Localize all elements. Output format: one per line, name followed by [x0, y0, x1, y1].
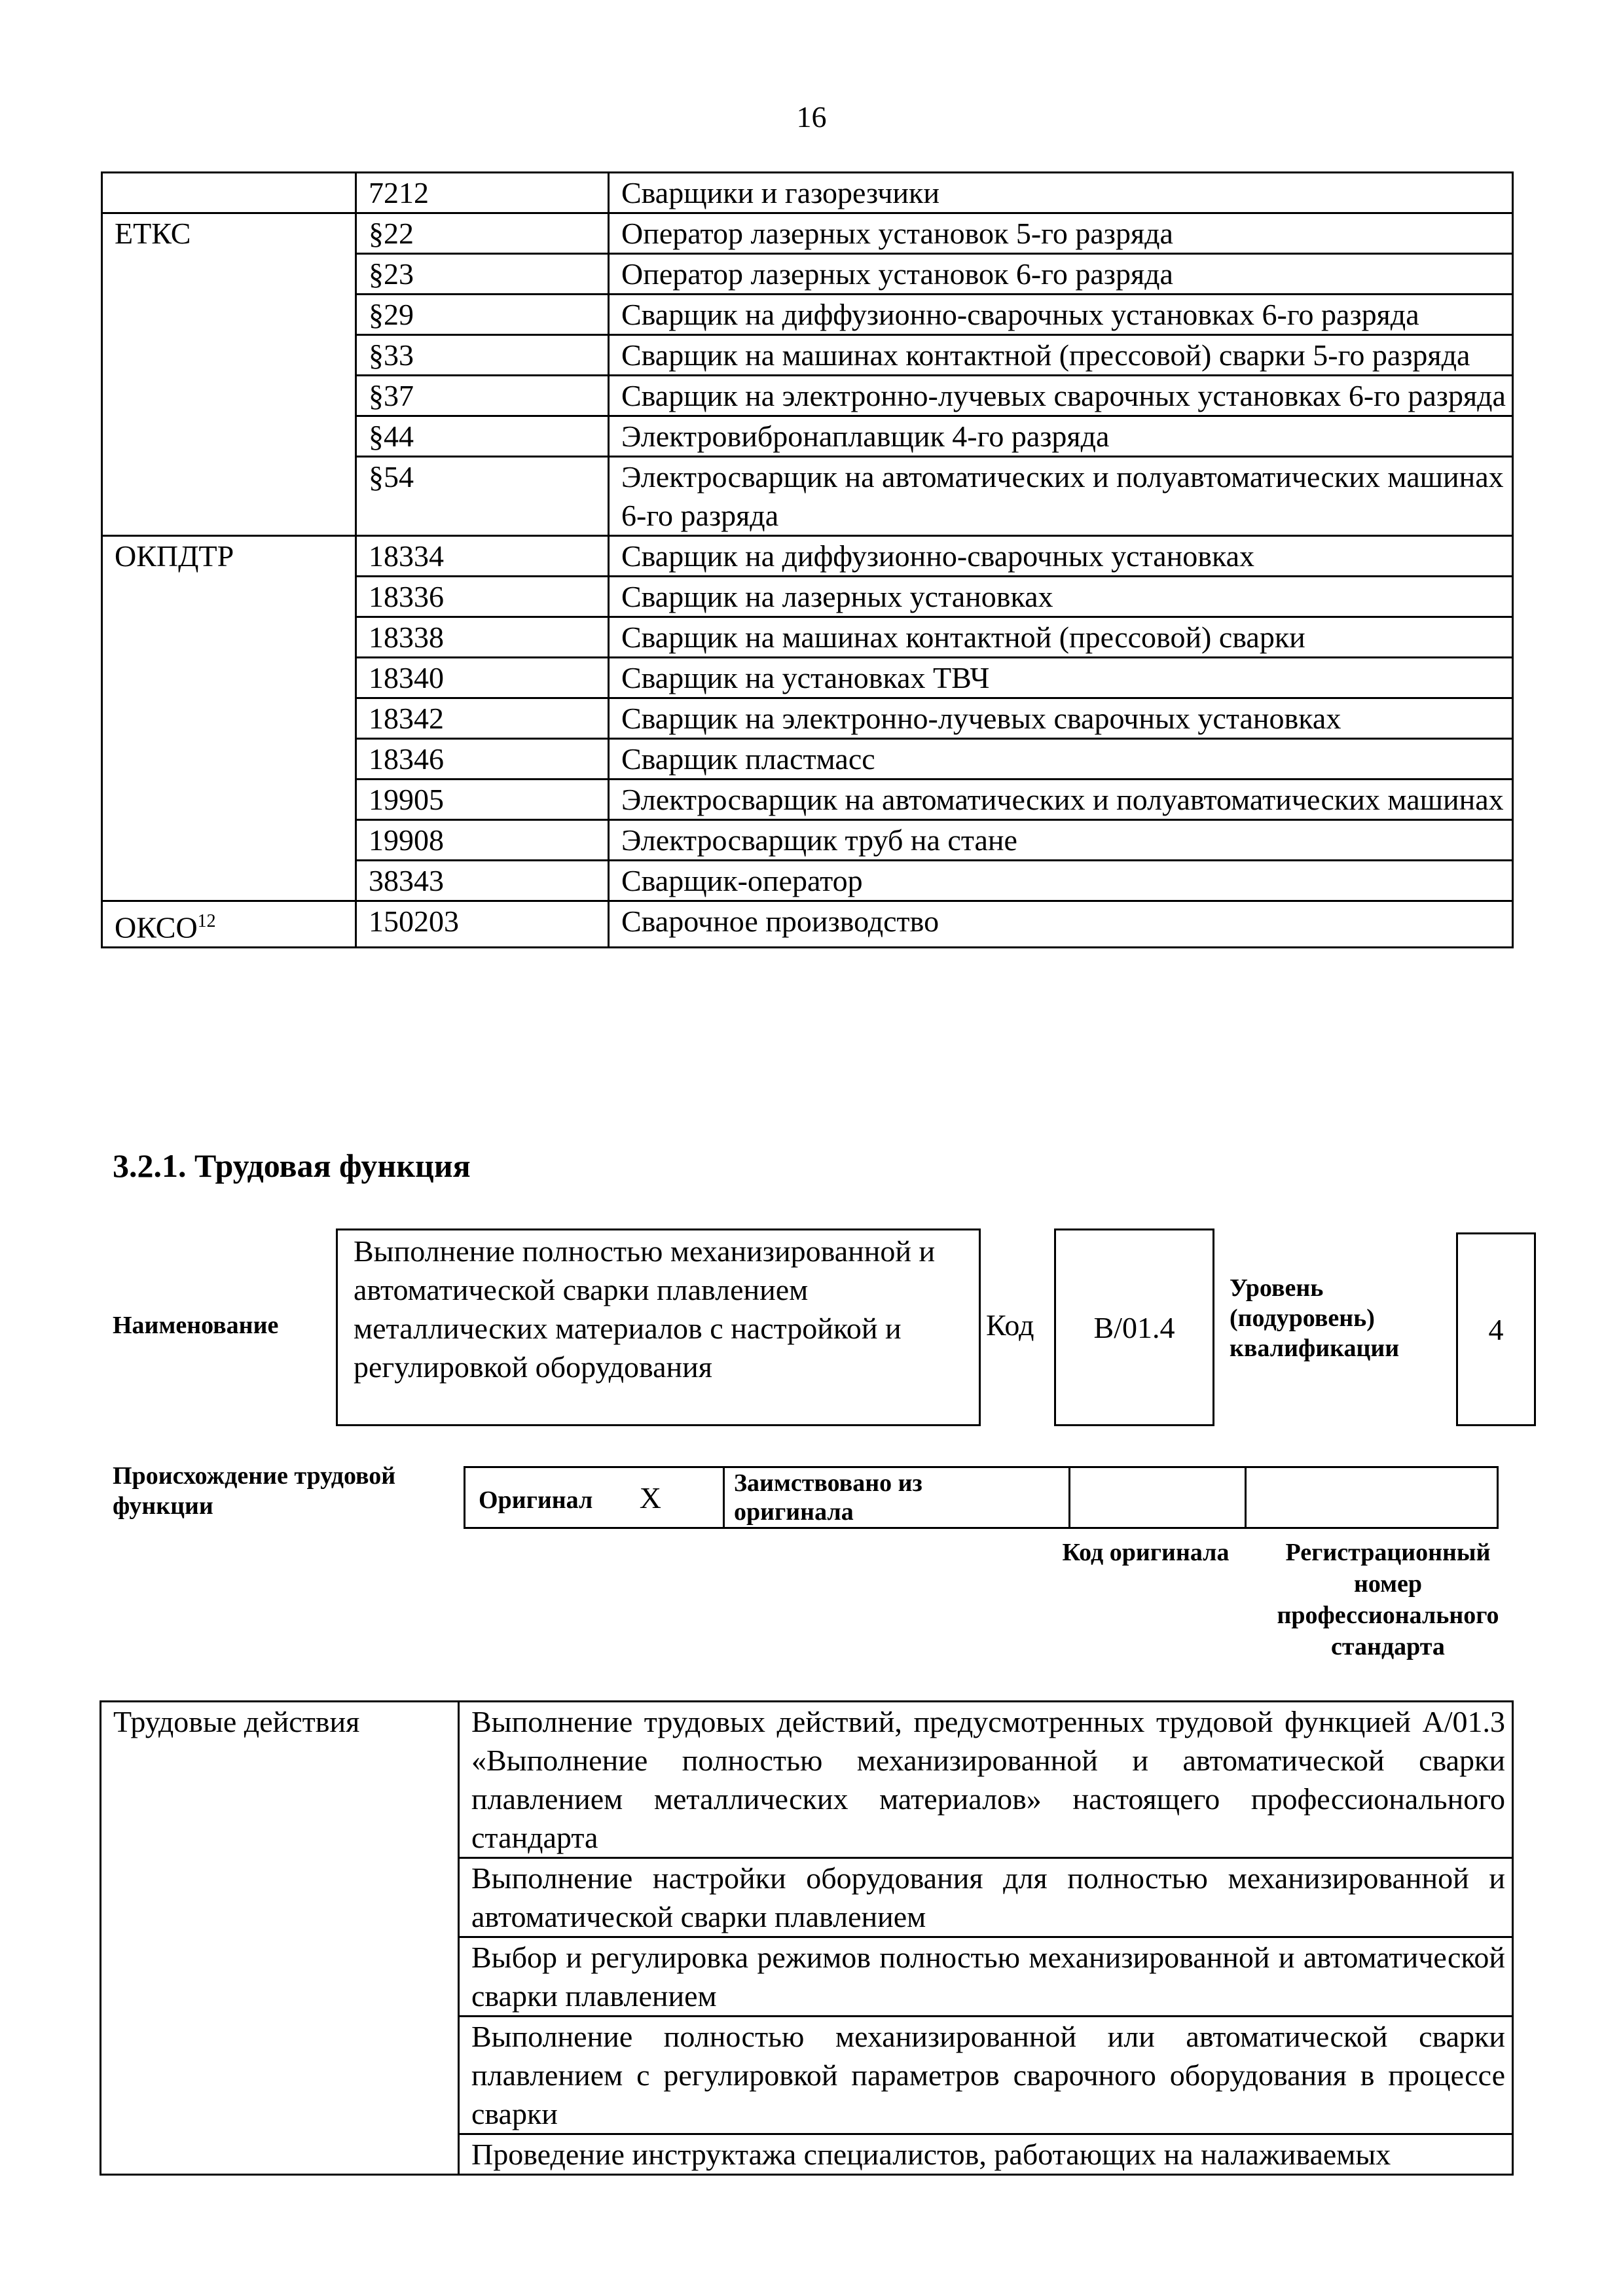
- table-row: [102, 901, 1513, 948]
- table-row: [102, 213, 1513, 254]
- classifier-name-cell: [102, 173, 356, 213]
- classifier-name-cell: [102, 254, 356, 295]
- labor-action-item: Выбор и регулировка режимов полностью механизированной и автоматической сварки плавлением: [459, 1937, 1513, 2017]
- classifier-code: §23: [356, 254, 609, 295]
- classifier-name-cell: [102, 780, 356, 820]
- footnote-marker: 12: [197, 911, 216, 931]
- classifier-name-cell: [102, 617, 356, 658]
- table-row: [102, 658, 1513, 698]
- table-row: [102, 295, 1513, 335]
- table-row: [102, 536, 1513, 577]
- classifier-title: Сварщик на диффузионно-сварочных установках: [609, 536, 1513, 577]
- classifier-title: Сварщик на установках ТВЧ: [609, 658, 1513, 698]
- table-row: [102, 861, 1513, 901]
- classifier-title: Сварщик на машинах контактной (прессовой) сварки: [609, 617, 1513, 658]
- level-label: Уровень (подуровень) квалификации: [1230, 1274, 1400, 1362]
- table-row: [102, 457, 1513, 536]
- page-number: 16: [796, 100, 827, 134]
- table-row: [102, 577, 1513, 617]
- function-name-box: Выполнение полностью механизированной и автоматической сварки плавлением металлических материалов с настройкой и регулировкой оборудования: [336, 1229, 981, 1426]
- classifier-title: Электросварщик на автоматических и полуавтоматических машинах 6-го разряда: [609, 457, 1513, 536]
- classifier-name-cell: [102, 295, 356, 335]
- classifier-name-cell: [102, 457, 356, 536]
- classifier-name-cell: [102, 658, 356, 698]
- classifier-code: 18346: [356, 739, 609, 780]
- classifier-code: 150203: [356, 901, 609, 948]
- origin-code-cell: [1070, 1467, 1246, 1528]
- classifier-name-cell: [102, 335, 356, 376]
- classifier-name-cell: [102, 536, 356, 577]
- classifier-title: Сварщик на диффузионно-сварочных установках 6-го разряда: [609, 295, 1513, 335]
- classifier-title: Сварщик на электронно-лучевых сварочных установках 6-го разряда: [609, 376, 1513, 416]
- classifier-code: §29: [356, 295, 609, 335]
- table-row: [102, 173, 1513, 213]
- actions-label: Трудовые действия: [101, 1702, 459, 2175]
- classifier-title: Сварщик на лазерных установках: [609, 577, 1513, 617]
- classifier-title: Электросварщик труб на стане: [609, 820, 1513, 861]
- table-row: [102, 617, 1513, 658]
- classifier-title: Оператор лазерных установок 5-го разряда: [609, 213, 1513, 254]
- classifier-code: 18342: [356, 698, 609, 739]
- classifier-code: 18336: [356, 577, 609, 617]
- table-row: [102, 416, 1513, 457]
- function-code: B/01.4: [1093, 1310, 1175, 1344]
- function-code-box: [1054, 1229, 1214, 1426]
- orig-code-label: Код оригинала: [1062, 1539, 1230, 1566]
- classifier-title: Сварщик пластмасс: [609, 739, 1513, 780]
- classifier-name-cell: [102, 739, 356, 780]
- classifier-code: 19905: [356, 780, 609, 820]
- classifier-name-cell: [102, 213, 356, 254]
- table-row: [102, 780, 1513, 820]
- classifier-name-cell: [102, 820, 356, 861]
- classifier-code: 18334: [356, 536, 609, 577]
- classifier-code: §22: [356, 213, 609, 254]
- original-mark: X: [639, 1480, 662, 1515]
- classifier-title: Сварщик на машинах контактной (прессовой) сварки 5-го разряда: [609, 335, 1513, 376]
- origin-table: [464, 1466, 1499, 1529]
- classifier-code: 18338: [356, 617, 609, 658]
- labor-action-item: Проведение инструктажа специалистов, работающих на налаживаемых: [459, 2134, 1513, 2175]
- table-row: [102, 254, 1513, 295]
- table-row: [101, 1702, 1513, 1858]
- table-row: [102, 376, 1513, 416]
- classifier-name-cell: [102, 861, 356, 901]
- labor-action-item: Выполнение настройки оборудования для полностью механизированной и автоматической сварки плавлением: [459, 1858, 1513, 1937]
- classifier-code: §33: [356, 335, 609, 376]
- classifier-name-cell: [102, 577, 356, 617]
- classifier-title: Сварщик-оператор: [609, 861, 1513, 901]
- origin-original-cell: [465, 1467, 724, 1528]
- code-label: Код: [986, 1308, 1034, 1342]
- classifier-code: 38343: [356, 861, 609, 901]
- reg-number-label: Регистрационный номер профессионального стандарта: [1277, 1539, 1499, 1660]
- classifier-name-cell: [102, 416, 356, 457]
- classifier-name: ЕТКС: [115, 217, 191, 250]
- labor-action-item: Выполнение трудовых действий, предусмотренных трудовой функцией A/01.3 «Выполнение полностью механизированной и автоматической сварки плавлением металлических материалов» настоящего профессионального стандарта: [459, 1702, 1513, 1858]
- classifier-code: 18340: [356, 658, 609, 698]
- classifier-code: §54: [356, 457, 609, 536]
- table-row: [102, 698, 1513, 739]
- function-level: 4: [1488, 1312, 1504, 1346]
- classifier-code: 19908: [356, 820, 609, 861]
- classifier-code: §37: [356, 376, 609, 416]
- table-row: [102, 820, 1513, 861]
- classifier-title: Оператор лазерных установок 6-го разряда: [609, 254, 1513, 295]
- classifier-code: 7212: [356, 173, 609, 213]
- classifier-name-cell: [102, 376, 356, 416]
- classifier-title: Электросварщик на автоматических и полуавтоматических машинах: [609, 780, 1513, 820]
- original-label: Оригинал: [479, 1486, 593, 1514]
- classifier-title: Электровибронаплавщик 4-го разряда: [609, 416, 1513, 457]
- classifier-name: ОКСО: [115, 910, 198, 944]
- section-title: 3.2.1. Трудовая функция: [113, 1147, 471, 1184]
- classifier-name-cell: [102, 698, 356, 739]
- labor-action-item: Выполнение полностью механизированной или автоматической сварки плавлением с регулировкой параметров сварочного оборудования в процессе сварки: [459, 2017, 1513, 2134]
- classification-table: [101, 171, 1514, 948]
- origin-borrowed-cell: [724, 1467, 1070, 1528]
- classifier-title: Сварщик на электронно-лучевых сварочных установках: [609, 698, 1513, 739]
- origin-reg-number-cell: [1246, 1467, 1498, 1528]
- table-row: [102, 739, 1513, 780]
- classifier-title: Сварочное производство: [609, 901, 1513, 948]
- classifier-code: §44: [356, 416, 609, 457]
- borrowed-label: Заимствовано из оригинала: [734, 1469, 922, 1526]
- labor-actions-table: [100, 1700, 1514, 2176]
- classifier-name-cell: [102, 901, 356, 948]
- classifier-title: Сварщики и газорезчики: [609, 173, 1513, 213]
- function-level-box: [1456, 1232, 1536, 1426]
- table-row: [102, 335, 1513, 376]
- classifier-name: ОКПДТР: [115, 539, 234, 573]
- name-label: Наименование: [113, 1312, 279, 1339]
- origin-label: Происхождение трудовой функции: [113, 1462, 396, 1520]
